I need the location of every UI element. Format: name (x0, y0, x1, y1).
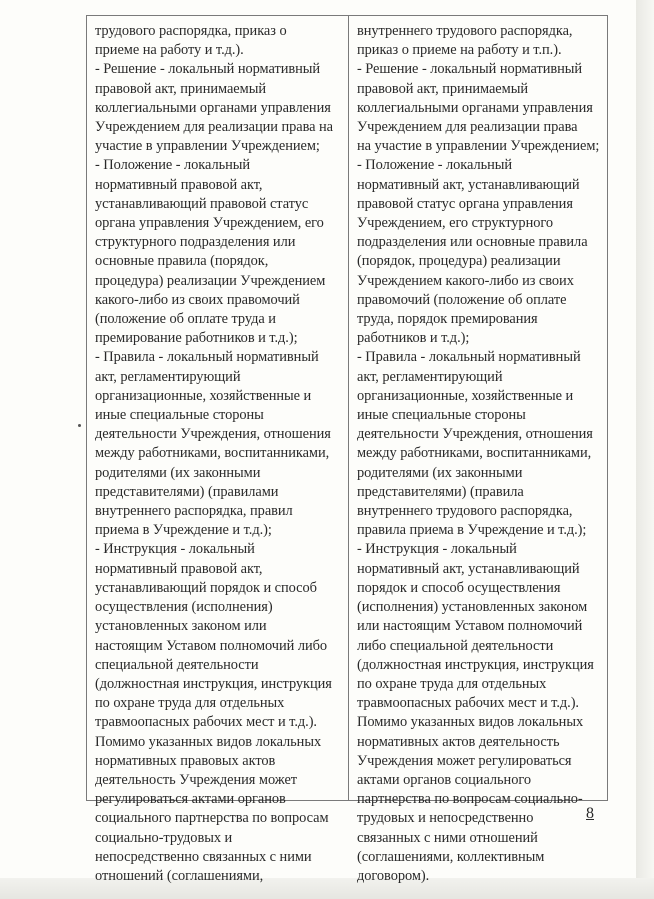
right-column-line: или настоящим Уставом полномочий (357, 618, 583, 635)
right-column-line: работников и т.д.); (357, 330, 470, 347)
left-column-line: коллегиальными органами управления (95, 99, 331, 116)
left-column-line: акт, регламентирующий (95, 368, 241, 385)
right-column-line: нормативный акт, устанавливающий (357, 560, 580, 577)
left-column-line: Помимо указанных видов локальных (95, 733, 322, 750)
left-column-line: отношений (соглашениями, (95, 867, 264, 884)
left-column-line: - Правила - локальный нормативный (95, 349, 319, 366)
left-column-line: структурного подразделения или (95, 234, 296, 251)
right-column-line: Учреждением, его структурного (357, 215, 554, 232)
right-column-line: трудовых и непосредственно (357, 810, 534, 827)
right-column-line: - Инструкция - локальный (357, 541, 517, 558)
right-column-line: внутреннего трудового распорядка, (357, 23, 573, 39)
left-column-line: Учреждением для реализации права на (95, 119, 334, 136)
right-column-line: приказ о приеме на работу и т.п.). (357, 42, 562, 59)
left-column-line: премирование работников и т.д.); (95, 330, 298, 347)
left-column-line: трудового распорядка, приказ о (95, 23, 287, 39)
right-column-line: связанных с ними отношений (357, 829, 538, 846)
left-column (87, 16, 349, 884)
right-column-line: Учреждения может регулироваться (357, 752, 572, 769)
right-column-line: на участие в управлении Учреждением; (357, 138, 600, 155)
left-column-line: специальной деятельности (95, 656, 259, 673)
right-column-line: Помимо указанных видов локальных (357, 714, 584, 731)
left-column-line: родителями (их законными (95, 464, 261, 481)
right-column-line: по охране труда для отдельных (357, 675, 547, 692)
scan-speck (78, 424, 81, 427)
left-column-line: социально-трудовых и (95, 829, 233, 846)
left-column-line: по охране труда для отдельных (95, 695, 285, 712)
left-column-line: приема в Учреждение и т.д.); (95, 522, 272, 539)
left-column-line: органа управления Учреждением, его (95, 215, 324, 232)
left-column-line: участие в управлении Учреждением; (95, 138, 320, 155)
right-column-line: внутреннего трудового распорядка, (357, 503, 573, 520)
right-column-line: актами органов социального (357, 771, 531, 788)
right-column-line: акт, регламентирующий (357, 368, 503, 385)
right-column-line: (должностная инструкция, инструкция (357, 656, 594, 673)
right-column-line: правила приема в Учреждение и т.д.); (357, 522, 587, 539)
right-column-line: - Решение - локальный нормативный (357, 61, 583, 78)
right-column-line: (соглашениями, коллективным (357, 848, 545, 865)
right-column-line: подразделения или основные правила (357, 234, 588, 251)
left-column-line: устанавливающий правовой статус (95, 195, 309, 212)
left-column-line: деятельности Учреждения, отношения (95, 426, 331, 443)
right-column-line: нормативный акт, устанавливающий (357, 176, 580, 193)
left-column-line: (должностная инструкция, инструкция (95, 675, 332, 692)
left-column-line: устанавливающий порядок и способ (95, 579, 317, 596)
left-column-line: какого-либо из своих правомочий (95, 291, 300, 308)
left-column-line: регулироваться актами органов (95, 791, 286, 808)
left-column-line: деятельность Учреждения может (95, 771, 298, 788)
left-column-line: осуществления (исполнения) (95, 599, 273, 616)
right-column-line: - Положение - локальный (357, 157, 513, 174)
right-column-line: Учреждением для реализации права (357, 119, 578, 136)
right-column-line: труда, порядок премирования (357, 311, 538, 328)
left-column-line: травмоопасных рабочих мест и т.д.). (95, 714, 317, 731)
right-column-line: коллегиальными органами управления (357, 99, 593, 116)
right-column-line: либо специальной деятельности (357, 637, 554, 654)
left-column-line: нормативных правовых актов (95, 752, 276, 769)
left-column-line: процедура) реализации Учреждением (95, 272, 326, 289)
left-column-line: иные специальные стороны (95, 407, 264, 424)
left-column-line: - Решение - локальный нормативный (95, 61, 321, 78)
right-column-line: (исполнения) установленных законом (357, 599, 588, 616)
left-column-line: представителями) (правилами (95, 483, 279, 500)
right-column-line: иные специальные стороны (357, 407, 526, 424)
left-column-line: организационные, хозяйственные и (95, 387, 312, 404)
left-column-line: основные правила (порядок, (95, 253, 269, 270)
page-number: 8 (586, 805, 594, 822)
right-column-line: правомочий (положение об оплате (357, 291, 567, 308)
right-column-line: нормативных актов деятельность (357, 733, 560, 750)
right-column-line: между работниками, воспитанниками, (357, 445, 592, 462)
right-column-line: порядок и способ осуществления (357, 579, 561, 596)
left-column-line: нормативный правовой акт, (95, 560, 263, 577)
right-column-line: - Правила - локальный нормативный (357, 349, 581, 366)
left-column-line: нормативный правовой акт, (95, 176, 263, 193)
left-column-line: - Инструкция - локальный (95, 541, 255, 558)
right-column-line: представителями) (правила (357, 483, 524, 500)
left-column-line: приеме на работу и т.д.). (95, 42, 244, 59)
right-column-line: (порядок, процедура) реализации (357, 253, 561, 270)
right-column-line: родителями (их законными (357, 464, 523, 481)
comparison-table (86, 15, 608, 884)
right-column-line: правовой статус органа управления (357, 195, 573, 212)
right-column-line: организационные, хозяйственные и (357, 387, 574, 404)
left-column-line: (положение об оплате труда и (95, 311, 276, 328)
left-column-line: между работниками, воспитанниками, (95, 445, 330, 462)
right-column (349, 16, 607, 884)
right-column-line: Учреждением какого-либо из своих (357, 272, 574, 289)
right-column-line: правовой акт, принимаемый (357, 80, 528, 97)
left-column-line: социального партнерства по вопросам (95, 810, 329, 827)
right-column-line: договором). (357, 867, 430, 884)
left-column-line: внутреннего распорядка, правил (95, 503, 293, 520)
right-column-line: деятельности Учреждения, отношения (357, 426, 593, 443)
right-column-line: травмоопасных рабочих мест и т.д.). (357, 695, 579, 712)
left-column-line: непосредственно связанных с ними (95, 848, 312, 865)
left-column-line: установленных законом или (95, 618, 267, 635)
right-column-line: партнерства по вопросам социально- (357, 791, 583, 808)
left-column-line: - Положение - локальный (95, 157, 251, 174)
scan-page-edge (636, 0, 654, 899)
left-column-line: правовой акт, принимаемый (95, 80, 266, 97)
left-column-line: настоящим Уставом полномочий либо (95, 637, 328, 654)
